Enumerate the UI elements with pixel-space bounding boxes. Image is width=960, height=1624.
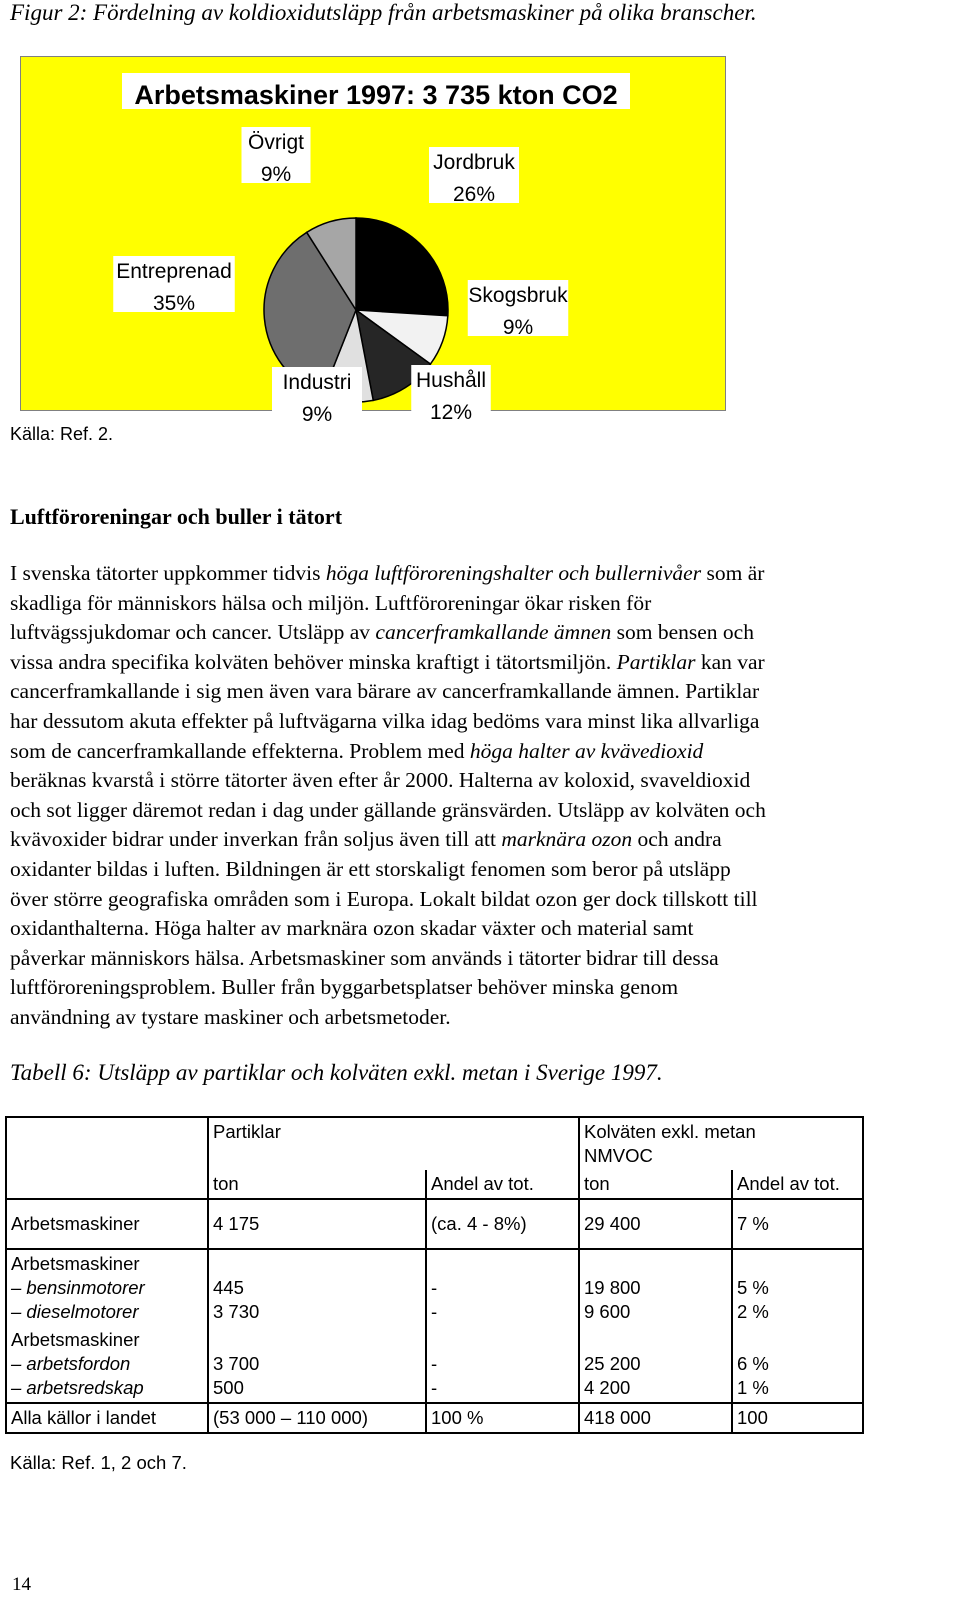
paragraph-text: oxidanter bildas i luften. Bildningen är ett storskaligt fenomen som beror på utsläpp [10, 856, 731, 881]
table-header-row [6, 1117, 863, 1170]
paragraph-line [10, 559, 940, 589]
cell-value: 445 [213, 1277, 244, 1298]
paragraph-line [10, 1003, 940, 1033]
slice-label-value: 26% [452, 183, 496, 206]
table-row [6, 1403, 863, 1433]
slice-label-value: 12% [429, 401, 473, 424]
cell-kolvaten-ton: 418 000 [579, 1403, 732, 1433]
row-label [6, 1249, 208, 1326]
row-label-sub: – dieselmotorer [11, 1301, 139, 1322]
paragraph-line [10, 648, 940, 678]
paragraph-line [10, 766, 940, 796]
paragraph-line [10, 737, 940, 767]
cell-value: 2 % [737, 1301, 769, 1322]
paragraph-text: påverkar människors hälsa. Arbetsmaskiner som används i tätorter bidrar till dessa [10, 945, 719, 970]
paragraph-line [10, 885, 940, 915]
cell-kolvaten-ton: 29 400 [579, 1199, 732, 1249]
cell-value: 3 700 [213, 1353, 260, 1374]
paragraph-text: kan var [695, 649, 765, 674]
cell-value: - [431, 1301, 438, 1322]
figure-caption: Figur 2: Fördelning av koldioxidutsläpp från arbetsmaskiner på olika branscher. [10, 0, 757, 25]
row-label-main: Arbetsmaskiner [11, 1329, 140, 1350]
paragraph-emphasis: cancerframkallande ämnen [375, 620, 612, 645]
paragraph-text: kvävoxider bidrar under inverkan från soljus även till att [10, 827, 502, 852]
cell-value: 5 % [737, 1277, 769, 1298]
row-label-sub: – arbetsfordon [11, 1353, 131, 1374]
cell-value: 4 200 [584, 1377, 631, 1398]
pie-chart-panel [20, 56, 726, 426]
row-label-sub: – arbetsredskap [11, 1377, 144, 1398]
paragraph-line [10, 677, 940, 707]
cell-value: - [431, 1353, 438, 1374]
cell-value: 500 [213, 1377, 244, 1398]
header-kolvaten-line1: Kolväten exkl. metan [584, 1121, 756, 1142]
subheader-share-1: Andel av tot. [426, 1170, 579, 1199]
paragraph-text: och andra [632, 827, 722, 852]
table-caption: Tabell 6: Utsläpp av partiklar och kolväten exkl. metan i Sverige 1997. [10, 1060, 663, 1085]
paragraph-text: skadliga för människors hälsa och miljön. Luftföroreningar ökar risken för [10, 590, 652, 615]
paragraph-line [10, 825, 940, 855]
section-heading: Luftföroreningar och buller i tätort [10, 504, 343, 529]
subheader-ton-1: ton [208, 1170, 426, 1199]
cell-kolvaten-ton [579, 1249, 732, 1326]
header-kolvaten-line2: NMVOC [584, 1145, 653, 1166]
paragraph-text: som är [701, 561, 765, 585]
cell-value: 19 800 [584, 1277, 641, 1298]
paragraph-text: oxidanthalterna. Höga halter av marknära ozon skadar växter och material samt [10, 916, 694, 941]
paragraph-line [10, 914, 940, 944]
cell-partiklar-ton: (53 000 – 110 000) [208, 1403, 426, 1433]
slice-label-name: Övrigt [247, 131, 305, 154]
row-label: Arbetsmaskiner [6, 1199, 208, 1249]
header-kolvaten [579, 1117, 863, 1170]
row-label [6, 1326, 208, 1403]
paragraph-text: som de cancerframkallande effekterna. Problem med [10, 738, 470, 763]
cell-partiklar-share [426, 1326, 579, 1403]
paragraph-text: luftföroreningsproblem. Buller från byggarbetsplatser behöver minska genom [10, 975, 679, 1000]
body-paragraph [10, 559, 940, 1033]
subheader-share-2: Andel av tot. [732, 1170, 863, 1199]
cell-kolvaten-share [732, 1249, 863, 1326]
header-empty-cell [6, 1117, 208, 1170]
paragraph-text: användning av tystare maskiner och arbetsmetoder. [10, 1004, 451, 1029]
slice-label-name: Hushåll [415, 369, 487, 392]
paragraph-text: har dessutom akuta effekter på luftvägarna vilka idag bedöms vara minst lika allvarliga [10, 708, 760, 733]
header-partiklar: Partiklar [208, 1117, 579, 1170]
slice-label-value: 35% [152, 292, 196, 315]
cell-value: 3 730 [213, 1301, 260, 1322]
cell-kolvaten-share [732, 1326, 863, 1403]
slice-label-name: Jordbruk [433, 151, 515, 174]
slice-label-name: Skogsbruk [468, 284, 568, 307]
table-row [6, 1326, 863, 1403]
paragraph-text: beräknas kvarstå i större tätorter även efter år 2000. Halterna av koloxid, svaveldioxid [10, 768, 751, 793]
cell-value: 6 % [737, 1353, 769, 1374]
cell-value: - [431, 1277, 438, 1298]
cell-partiklar-ton [208, 1326, 426, 1403]
paragraph-text: som bensen och [611, 620, 754, 645]
row-label: Alla källor i landet [6, 1403, 208, 1433]
cell-value: 25 200 [584, 1353, 641, 1374]
cell-partiklar-ton [208, 1249, 426, 1326]
table-source: Källa: Ref. 1, 2 och 7. [10, 1452, 187, 1473]
paragraph-line [10, 796, 940, 826]
paragraph-text: I svenska tätorter uppkommer tidvis [10, 561, 326, 585]
paragraph-line [10, 973, 940, 1003]
cell-partiklar-share [426, 1249, 579, 1326]
cell-kolvaten-share: 100 [732, 1403, 863, 1433]
pie-chart [21, 57, 727, 426]
table-row [6, 1199, 863, 1249]
paragraph-line [10, 618, 940, 648]
slice-label-value: 9% [260, 163, 292, 186]
row-label-main: Arbetsmaskiner [11, 1253, 140, 1274]
emissions-table [5, 1116, 864, 1434]
cell-value: 9 600 [584, 1301, 631, 1322]
table-row [6, 1249, 863, 1326]
paragraph-text: luftvägssjukdomar och cancer. Utsläpp av [10, 620, 376, 645]
paragraph-line [10, 855, 940, 885]
cell-value: 1 % [737, 1377, 769, 1398]
slice-label-name: Industri [282, 371, 352, 394]
paragraph-line [10, 707, 940, 737]
cell-kolvaten-ton [579, 1326, 732, 1403]
paragraph-emphasis: Partiklar [616, 649, 696, 674]
slice-label-value: 9% [301, 403, 333, 426]
cell-value: - [431, 1377, 438, 1398]
page-number: 14 [12, 1574, 31, 1595]
paragraph-line [10, 589, 940, 619]
paragraph-emphasis: marknära ozon [501, 827, 633, 852]
paragraph-emphasis: höga halter av kvävedioxid [469, 738, 704, 763]
pie-slice-jordbruk [356, 218, 448, 316]
table-subheader-row [6, 1170, 863, 1199]
cell-kolvaten-share: 7 % [732, 1199, 863, 1249]
cell-partiklar-ton: 4 175 [208, 1199, 426, 1249]
slice-label-value: 9% [502, 316, 534, 339]
chart-source: Källa: Ref. 2. [10, 424, 114, 444]
paragraph-line [10, 944, 940, 974]
chart-title: Arbetsmaskiner 1997: 3 735 kton CO2 [134, 80, 618, 110]
paragraph-text: cancerframkallande i sig men även vara bärare av cancerframkallande ämnen. Partiklar [10, 679, 760, 704]
cell-partiklar-share: (ca. 4 - 8%) [426, 1199, 579, 1249]
cell-partiklar-share: 100 % [426, 1403, 579, 1433]
paragraph-emphasis: höga luftföroreningshalter och bullernivåer [325, 561, 702, 585]
subheader-ton-2: ton [579, 1170, 732, 1199]
subheader-empty-cell [6, 1170, 208, 1199]
paragraph-text: vissa andra specifika kolväten behöver minska kraftigt i tätortsmiljön. [10, 649, 617, 674]
row-label-sub: – bensinmotorer [11, 1277, 145, 1298]
paragraph-text: och sot ligger däremot redan i dag under gällande gränsvärden. Utsläpp av kolväten och [10, 797, 766, 822]
slice-label-name: Entreprenad [116, 260, 232, 283]
paragraph-text: över större geografiska områden som i Europa. Lokalt bildat ozon ger dock tillskott till [10, 886, 758, 911]
